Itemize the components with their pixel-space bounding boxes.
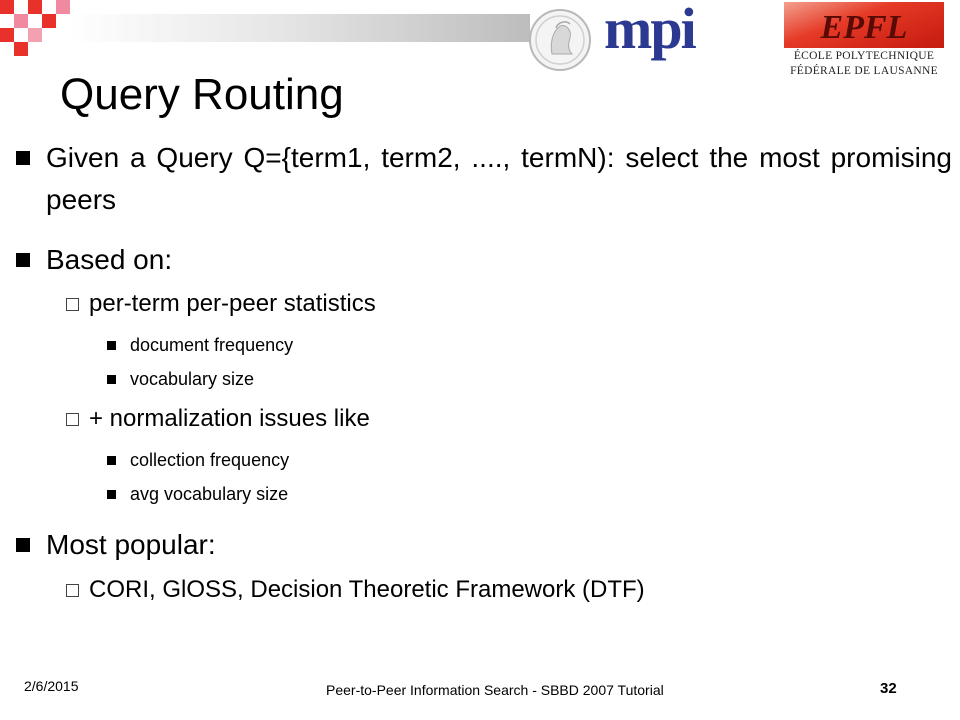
mpi-logo [604,6,780,62]
item-document-frequency: document frequency [130,335,294,355]
slide-title: Query Routing [60,70,344,119]
bullet-square-small [107,341,116,350]
item-collection-frequency: collection frequency [130,450,290,470]
epfl-logo [780,0,948,84]
bullet-most-popular: Most popular: [46,529,216,560]
bullet-square-small [107,490,116,499]
bullet-square-small [107,456,116,465]
page-number: 32 [880,680,897,697]
footer-title: Peer-to-Peer Information Search - SBBD 2007 Tutorial [326,682,664,698]
bullet-square-small [107,375,116,384]
epfl-line-2: FÉDÉRALE DE LAUSANNE [790,65,938,77]
header-gradient-bar [70,14,530,42]
epfl-line-1: ÉCOLE POLYTECHNIQUE [793,50,935,62]
svg-text:mpi: mpi [604,6,695,61]
checkbox-bullet-icon [66,298,79,311]
checker-decoration [0,0,78,56]
bullet-square [16,538,30,552]
sub-cori-gloss-dtf: CORI, GlOSS, Decision Theoretic Framework (DTF) [89,576,645,603]
item-vocabulary-size: vocabulary size [130,369,255,389]
sub-per-term: per-term per-peer statistics [89,290,376,317]
checkbox-bullet-icon [66,584,79,597]
item-avg-vocabulary-size: avg vocabulary size [130,484,289,504]
minerva-seal-icon [528,8,592,72]
epfl-red-block [784,2,944,48]
checkbox-bullet-icon [66,413,79,426]
bullet-given-query: Given a Query Q={term1, term2, ...., termN): select the most promising peers [46,142,952,215]
bullet-square [16,151,30,165]
sub-normalization: + normalization issues like [89,405,370,432]
svg-text:EPFL: EPFL [820,9,908,46]
bullet-based-on: Based on: [46,244,173,275]
bullet-square [16,253,30,267]
footer-date: 2/6/2015 [24,678,79,694]
